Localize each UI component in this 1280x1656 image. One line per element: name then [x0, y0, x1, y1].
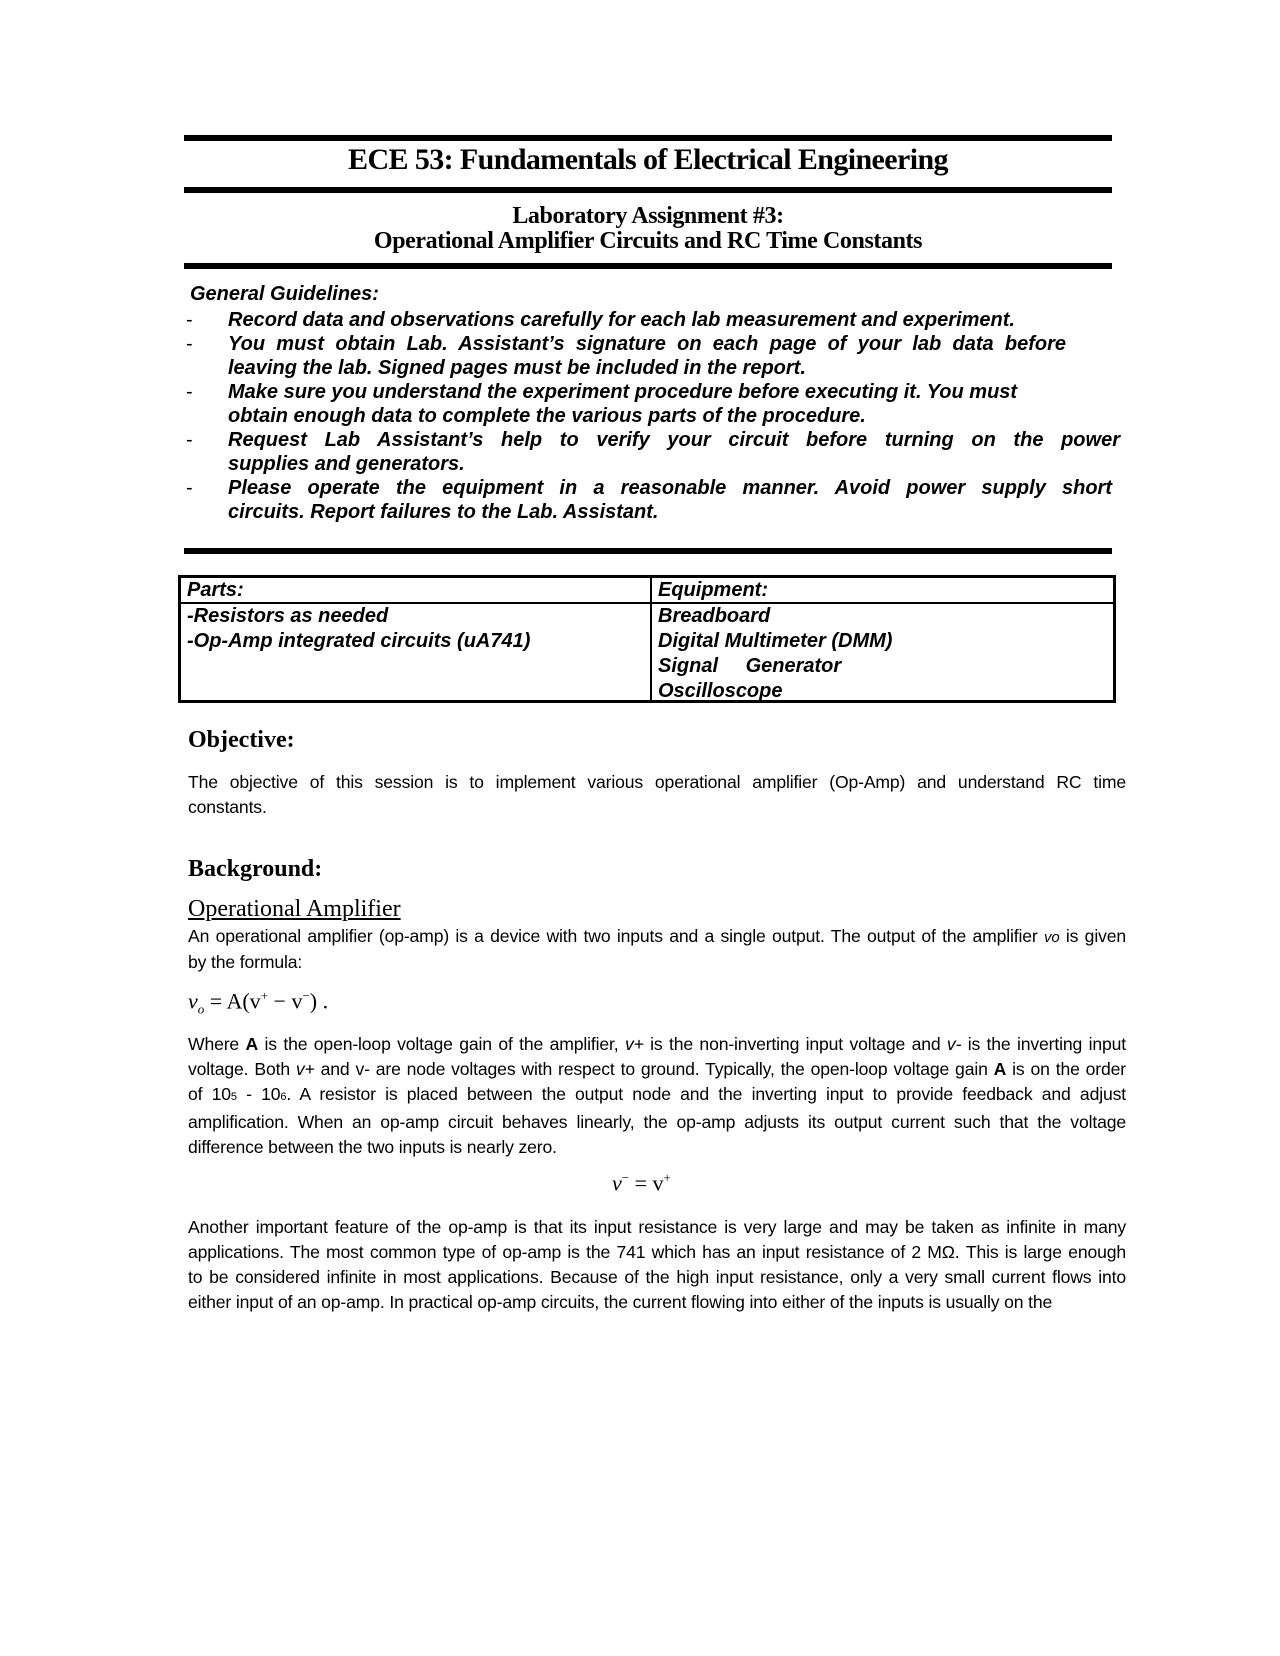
virtual-short-equation [612, 1170, 671, 1196]
guideline-dash: - [186, 333, 193, 355]
guidelines-bottom-rule [184, 548, 1112, 554]
guideline-text: Request Lab Assistant’s help to verify your circuit before turning on the power [228, 429, 1120, 451]
equipment-item: Signal Generator [658, 655, 842, 677]
eq-symbol: = v [629, 1170, 664, 1196]
guideline-item [186, 476, 1112, 524]
eq-symbol: v [188, 988, 198, 1014]
eq-superscript: − [302, 988, 310, 1003]
vminus-symbol: v- [946, 1034, 962, 1054]
gain-symbol: A [245, 1034, 259, 1054]
eq-subscript: o [197, 1001, 205, 1017]
paragraph-line [188, 1082, 1126, 1110]
equipment-header: Equipment: [652, 578, 1113, 604]
equipment-item: Oscilloscope [658, 680, 783, 702]
paragraph-line: by the formula: [188, 952, 303, 972]
paragraph-line: amplification. When an op-amp circuit behaves linearly, the op-amp adjusts its output current such that the voltage [188, 1112, 1126, 1132]
paragraph-line [188, 924, 1126, 950]
equipment-item: Digital Multimeter (DMM) [658, 630, 893, 652]
text-run: is the non-inverting input voltage and [643, 1034, 947, 1054]
vo-symbol: vo [1044, 929, 1060, 946]
parts-item: -Resistors as needed [187, 605, 389, 627]
parts-column [181, 578, 652, 700]
background-paragraph-2 [188, 1032, 1126, 1160]
guidelines-heading: General Guidelines: [190, 283, 379, 305]
objective-line: The objective of this session is to implement various operational amplifier (Op-Amp) and understand RC time [188, 772, 1126, 792]
text-run: is the inverting input [961, 1034, 1126, 1054]
eq-symbol: v [612, 1170, 622, 1196]
guideline-dash: - [186, 309, 193, 331]
top-rule [184, 135, 1112, 141]
title-rule [184, 187, 1112, 193]
text-run: of 10 [188, 1084, 231, 1104]
opamp-subheading: Operational Amplifier [188, 896, 401, 922]
text-run: is on the order [1006, 1059, 1126, 1079]
guideline-text: obtain enough data to complete the various parts of the procedure. [228, 405, 866, 427]
vplus-symbol: v+ [624, 1034, 644, 1054]
guideline-text: supplies and generators. [228, 453, 465, 475]
paragraph-line: applications. The most common type of op-amp is the 741 which has an input resistance of 2 MΩ. This is large enough [188, 1242, 1126, 1262]
guideline-dash: - [186, 429, 193, 451]
text-run: and v- are node voltages with respect to ground. Typically, the open-loop voltage gain [314, 1059, 994, 1079]
background-paragraph-1 [188, 924, 1126, 975]
guideline-item [186, 380, 1120, 428]
header-bottom-rule [184, 263, 1112, 269]
eq-superscript: + [663, 1170, 671, 1185]
paragraph-line: to be considered infinite in most applications. Because of the high input resistance, only a very small current flows into [188, 1267, 1126, 1287]
guideline-item [186, 428, 1120, 476]
guideline-text: leaving the lab. Signed pages must be included in the report. [228, 357, 806, 379]
background-heading: Background: [188, 856, 323, 882]
guideline-text: Please operate the equipment in a reasonable manner. Avoid power supply short [228, 477, 1112, 499]
eq-superscript: + [260, 988, 269, 1003]
opamp-gain-equation [188, 988, 328, 1018]
eq-symbol: − v [268, 988, 303, 1014]
objective-heading: Objective: [188, 727, 295, 753]
guideline-item [186, 308, 1120, 332]
objective-text [188, 770, 1126, 820]
text-run: is the open-loop voltage gain of the amplifier, [258, 1034, 625, 1054]
eq-superscript: − [621, 1170, 630, 1185]
guideline-text: circuits. Report failures to the Lab. Assistant. [228, 501, 659, 523]
paragraph-line: difference between the two inputs is nearly zero. [188, 1137, 557, 1157]
guideline-item [186, 332, 1066, 380]
background-paragraph-3 [188, 1215, 1126, 1315]
text-run: . A resistor is placed between the output node and the inverting input to provide feedback and adjust [286, 1084, 1126, 1104]
parts-equipment-table [178, 575, 1116, 703]
text-run: - 10 [236, 1084, 281, 1104]
eq-symbol: = A(v [204, 988, 261, 1014]
paragraph-line [188, 1057, 1126, 1082]
lab-topic: Operational Amplifier Circuits and RC Time Constants [373, 228, 923, 254]
exponent: 5 [230, 1091, 237, 1103]
paragraph-line: Another important feature of the op-amp is that its input resistance is very large and may be taken as infinite in many [188, 1217, 1126, 1237]
paragraph-line: either input of an op-amp. In practical op-amp circuits, the current flowing into either of the inputs is usually on the [188, 1292, 1053, 1312]
equipment-column [652, 578, 1113, 700]
lab-number: Laboratory Assignment #3: [512, 203, 784, 229]
text-run: Where [188, 1034, 246, 1054]
gain-symbol: A [993, 1059, 1007, 1079]
guideline-text: You must obtain Lab. Assistant’s signature on each page of your lab data before [228, 333, 1066, 355]
objective-line: constants. [188, 797, 267, 817]
guideline-dash: - [186, 381, 193, 403]
exponent: 6 [280, 1091, 287, 1103]
text-run: An operational amplifier (op-amp) is a device with two inputs and a single output. The output of the amplifier [188, 926, 1044, 946]
text-run: is given [1059, 926, 1126, 946]
paragraph-line [188, 1032, 1126, 1057]
eq-symbol: ) . [309, 988, 329, 1014]
vplus-symbol: v+ [295, 1059, 315, 1079]
guideline-text: Make sure you understand the experiment procedure before executing it. You must [228, 381, 1018, 403]
text-run: voltage. Both [188, 1059, 296, 1079]
guideline-text: Record data and observations carefully for each lab measurement and experiment. [228, 309, 1015, 331]
parts-header: Parts: [181, 578, 650, 604]
parts-item: -Op-Amp integrated circuits (uA741) [187, 630, 531, 652]
guideline-dash: - [186, 477, 193, 499]
course-title: ECE 53: Fundamentals of Electrical Engineering [348, 143, 948, 176]
equipment-item: Breadboard [658, 605, 771, 627]
